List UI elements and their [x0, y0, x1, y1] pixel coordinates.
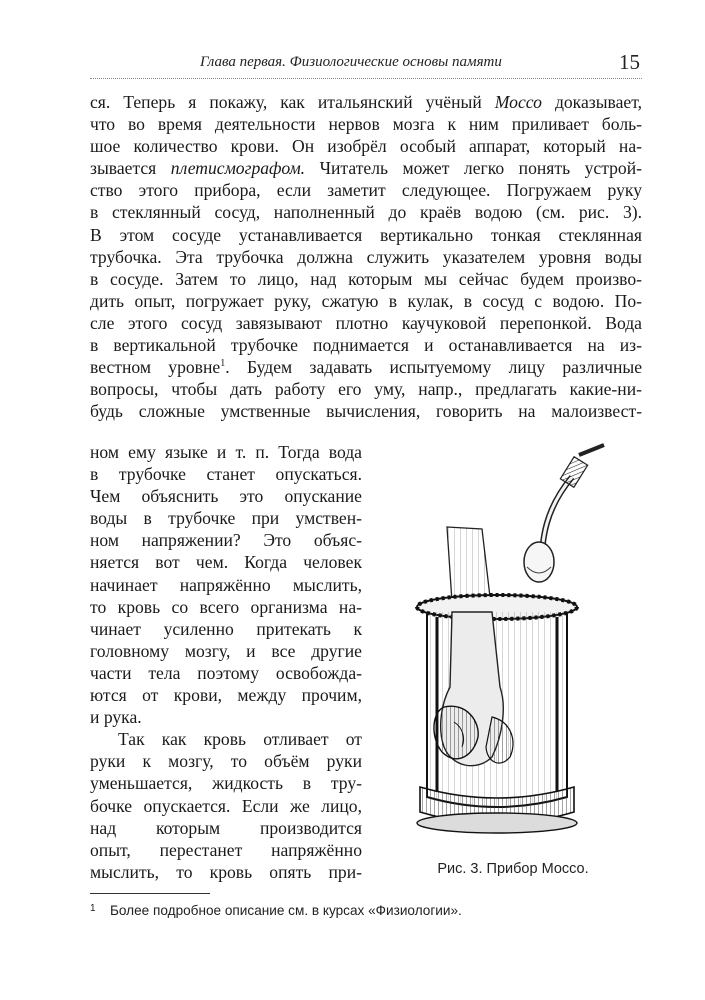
- text-line: вопросы, чтобы дать работу его уму, напр., предлагать какие-ни-: [90, 379, 642, 400]
- plethysmograph-illustration: [382, 437, 644, 857]
- text-line: ются от крови, между прочим,: [90, 685, 362, 706]
- text-line: зывается плетисмографом. Читатель может легко понять устрой-: [90, 158, 642, 179]
- running-title: Глава первая. Физиологические основы памяти: [200, 54, 502, 70]
- figure-mosso-apparatus: [382, 437, 644, 877]
- body-text: [90, 91, 642, 422]
- text-line: руки к мозгу, то объём руки: [90, 751, 362, 772]
- text-line: мыслить, то кровь опять при-: [90, 861, 362, 882]
- text-line: то кровь со всего организма на-: [90, 596, 362, 617]
- name-mosso: Моссо: [494, 92, 542, 112]
- text-line: дить опыт, погружает руку, сжатую в кулак, в сосуд с водою. По-: [90, 290, 642, 311]
- footnote: [90, 903, 642, 918]
- text-line: воды в трубочке при умствен-: [90, 508, 362, 529]
- text-line: шое количество крови. Он изобрёл особый аппарат, который на-: [90, 136, 642, 157]
- text-line: ном ему языке и т. п. Тогда вода: [90, 442, 362, 462]
- text-line: начинает напряжённо мыслить,: [90, 574, 362, 595]
- term-plethysmograph: плетисмографом.: [170, 158, 306, 179]
- wrapped-text-column: [90, 441, 362, 883]
- text-line: будь сложные умственные вычисления, говорить на малоизвест-: [90, 401, 642, 422]
- text-line: сле этого сосуд завязывают плотно каучуковой перепонкой. Вода: [90, 312, 642, 333]
- text-line: в стеклянный сосуд, наполненный до краёв водою (см. рис. 3).: [90, 202, 642, 223]
- running-header: [90, 50, 642, 80]
- text-line: ся. Теперь я покажу, как итальянский учёный Моссо доказывает,: [90, 92, 643, 112]
- text-line: головному мозгу, и все другие: [90, 640, 362, 661]
- footnote-text: Более подробное описание см. в курсах «Физиологии».: [110, 903, 462, 918]
- text-line: в сосуде. Затем то лицо, над которым мы сейчас будем произво-: [90, 268, 642, 289]
- text-line: вестном уровне$^1$. Будем задавать испытуемому лицу различные: [90, 357, 643, 378]
- text-line: ном напряжении? Это объяс-: [90, 530, 362, 551]
- text-line: ство этого прибора, если заметит следующее. Погружаем руку: [90, 180, 642, 201]
- footnote-reference[interactable]: 1: [220, 358, 226, 370]
- text-line: и рука.: [90, 707, 142, 728]
- figure-caption: Рис. 3. Прибор Моссо.: [437, 861, 589, 877]
- text-line: части тела поэтому освобожда-: [90, 662, 362, 683]
- text-line: Так как кровь отливает от: [118, 729, 362, 750]
- text-line: бочке опускается. Если же лицо,: [90, 795, 362, 816]
- header-rule: [90, 78, 642, 79]
- text-line: что во время деятельности нервов мозга к ним приливает боль-: [90, 114, 642, 135]
- text-line: в вертикальной трубочке поднимается и останавливается на из-: [90, 335, 642, 356]
- page-number: 15: [619, 50, 640, 74]
- footnote-mark: 1: [90, 903, 96, 914]
- text-line: няется вот чем. Когда человек: [90, 552, 362, 573]
- text-line: В этом сосуде устанавливается вертикально тонкая стеклянная: [90, 224, 642, 245]
- text-line: в трубочке станет опускаться.: [90, 464, 362, 485]
- text-line: чинает усиленно притекать к: [90, 618, 362, 639]
- text-line: трубочка. Эта трубочка должна служить указателем уровня воды: [90, 246, 642, 267]
- text-line: опыт, перестанет напряжённо: [90, 839, 362, 860]
- footnote-rule: [90, 893, 210, 894]
- text-line: уменьшается, жидкость в тру-: [90, 773, 362, 794]
- text-line: Чем объяснить это опускание: [90, 486, 362, 507]
- text-line: над которым производится: [90, 817, 362, 838]
